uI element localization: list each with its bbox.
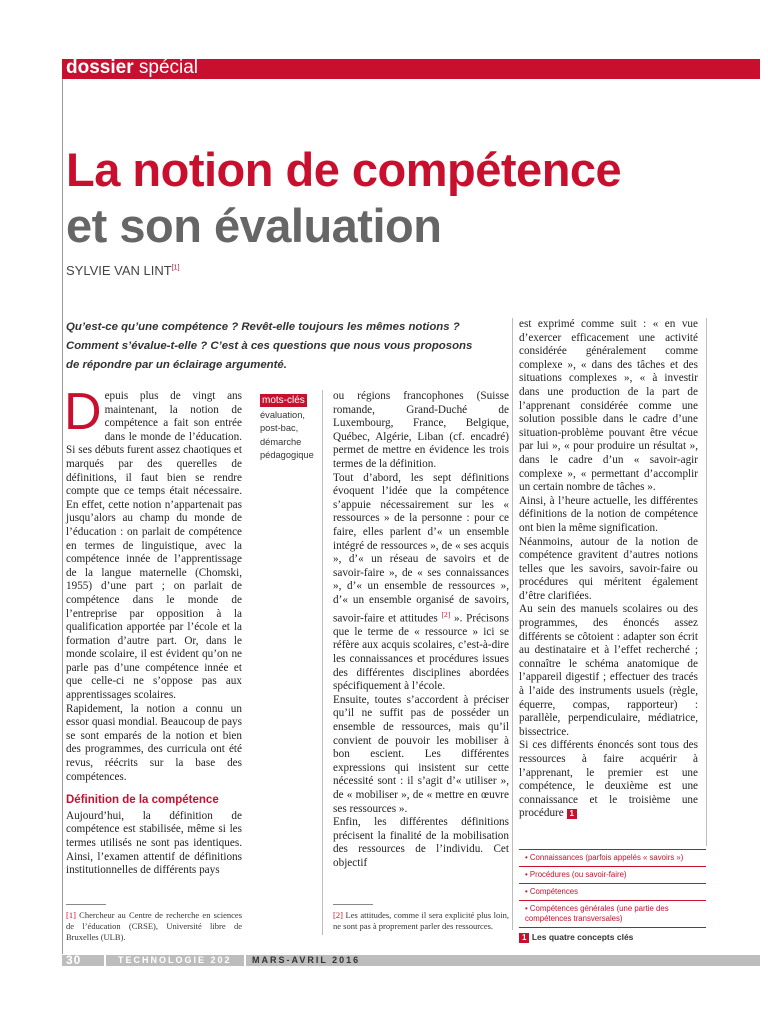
paragraph: Aujourd’hui, la définition de compétence est stabilisée, même si les termes utilisés ne sont pas identiques. Ainsi, l’examen attentif de définitions institutionnelles de différents pays <box>66 809 242 877</box>
figure-number-badge: 1 <box>519 933 529 943</box>
footnote-1 <box>66 910 242 943</box>
figure-item: • Connaissances (parfois appelés « savoirs ») <box>519 849 706 866</box>
paragraph: est exprimé comme suit : « en vue d’exercer efficacement une activité considérée généralement comme complexe », « dans des tâches et des situations complexes », « à investir dans une production de la part de l’apprenant considérée comme une solution possible dans le cadre d’une situation-problème pouvant être vécue par lui », « pour produire un résultat », dans le cadre d’un « savoir-agir complexe », « permettant d’accomplir un certain nombre de tâches ». <box>519 318 698 494</box>
footnote-text: Les attitudes, comme il sera explicité plus loin, ne sont pas à proprement parler des ressources. <box>333 910 510 931</box>
magazine-name: TECHNOLOGIE 202 <box>118 955 232 965</box>
paragraph <box>333 472 509 694</box>
footnote-rule <box>66 904 106 905</box>
footnote-2 <box>333 910 509 932</box>
author-name: SYLVIE VAN LINT <box>66 263 172 278</box>
concepts-figure <box>519 849 706 928</box>
section-header-label <box>66 57 198 79</box>
article-title-line2: et son évaluation <box>66 199 442 252</box>
footnote-rule <box>333 904 373 905</box>
section-header-light: spécial <box>138 57 199 78</box>
section-header-bold: dossier <box>66 57 134 78</box>
keyword-item: évaluation, <box>260 410 305 420</box>
footnote-ref: [2] <box>441 609 451 619</box>
figure-item: • Compétences générales (une partie des compétences transversales) <box>519 900 706 928</box>
paragraph: Néanmoins, autour de la notion de compétence gravitent d’autres notions telles que les savoirs, savoir-faire ou procédures qui méritent également d’être clarifiées. <box>519 535 698 602</box>
paragraph-text: ». Précisons que le terme de « ressource » ici se réfère aux acquis scolaires, c’est-à-dire les connaissances et procédures issues des différentes disciplines abordées spécifiquement à l’école. <box>333 612 510 693</box>
figure-caption-text: Les quatre concepts clés <box>531 932 634 942</box>
intro-text: epuis plus de vingt ans maintenant, la notion de compétence a fait son entrée dans le monde de l’éducation. Si ses débuts furent assez chaotiques et marqués par des querelles de définitions, il faut bien se rendre compte que ce temps était nécessaire. En effet, cette notion n’appartenait pas jusqu’alors au champ du monde de l’éducation : on parlait de compétence en termes de linguistique, avec la compétence innée de l’apprentissage de la langue maternelle (Chomski, 1955) d’une part ; on parlait de compétence dans le monde de l’entreprise par opposition à la qualification apportée par l’école et la formation d’autre part. Or, dans le monde scolaire, il est évident qu’on ne parle pas d’une compétence innée et que celle-ci ne s’oppose pas aux apprentissages scolaires. <box>66 390 242 702</box>
author-byline <box>66 263 180 278</box>
article-lead: Qu’est-ce qu’une compétence ? Revêt-elle toujours les mêmes notions ? Comment s’évalue-t-elle ? C’est à ces questions que nous vous proposons de répondre par un éclairage argumenté. <box>66 321 473 371</box>
keyword-item: pédagogique <box>260 449 314 460</box>
keywords-list <box>260 409 312 462</box>
author-ref: [1] <box>171 264 180 272</box>
keyword-item: démarche <box>260 436 302 447</box>
footer-separator <box>104 955 106 966</box>
column-divider <box>512 318 513 930</box>
paragraph: Ensuite, toutes s’accordent à préciser qu’il ne suffit pas de posséder un ensemble de ressources, mais qu’il convient de pouvoir les mobiliser à bon escient. Les différentes expressions qui insistent sur cette nécessité sont : il s’agit d’« utiliser », de « mobiliser », de « mettre en œuvre ses ressources ». <box>333 693 509 815</box>
column-divider <box>322 390 323 935</box>
column-1 <box>64 383 242 878</box>
figure-ref-badge: 1 <box>567 809 577 819</box>
column-2 <box>333 390 509 871</box>
footer-separator <box>244 955 246 966</box>
article-title-line1: La notion de compétence <box>66 143 622 196</box>
paragraph-text: Tout d’abord, les sept définitions évoquent l’idée que la compétence s’appuie nécessairement sur les « ressources » de la personne : pour ce faire, elles parlent d’« un ensemble intégré de ressources », de « ses acquis », d’« un réseau de savoirs et de savoir-faire », de « ses connaissances », d’« un ensemble de ressources », d’« un ensemble organisé de savoirs, savoir-faire et attitudes <box>333 471 509 625</box>
keyword-item: post-bac, <box>260 423 299 434</box>
paragraph-intro <box>64 383 242 703</box>
footnote-marker: [2] <box>333 910 343 920</box>
paragraph: Au sein des manuels scolaires ou des programmes, des énoncés assez différents se côtoient : adapter son écrit au destinataire et à l’effet recherché ; connaître le schéma anatomique de l’appareil digestif ; effectuer des tracés à l’aide des instruments usuels (règle, équerre, compas, rapporteur) : parallèle, perpendiculaire, médiatrice, bissectrice. <box>519 603 698 738</box>
paragraph: Enfin, les différentes définitions précisent la finalité de la mobilisation des ressources de l’individu. Cet objectif <box>333 816 509 869</box>
column-3 <box>519 318 698 821</box>
column-divider <box>706 318 707 846</box>
drop-cap: D <box>64 383 102 441</box>
page-number: 30 <box>66 953 82 967</box>
paragraph <box>519 739 698 821</box>
footnote-text: Chercheur au Centre de recherche en sciences de l’éducation (CRSE), Université libre de Bruxelles (ULB). <box>66 910 243 942</box>
paragraph: Ainsi, à l’heure actuelle, les différentes définitions de la notion de compétence ont bien la même signification. <box>519 494 698 534</box>
figure-item: • Compétences <box>519 883 706 900</box>
section-heading: Définition de la compétence <box>66 794 219 807</box>
keywords-title: mots-clés <box>262 395 305 406</box>
footnote-marker: [1] <box>66 910 76 920</box>
keywords-box <box>260 390 312 462</box>
paragraph-text: Si ces différents énoncés sont tous des ressources à faire acquérir à l’apprenant, le premier est une compétence, le deuxième est une connaissance et le troisième une procédure <box>519 739 698 820</box>
paragraph: ou régions francophones (Suisse romande, Grand-Duché de Luxembourg, France, Belgique, Québec, Algérie, Liban (cf. encadré) permet de mettre en évidence les trois termes de la définition. <box>333 390 509 470</box>
issue-date: MARS-AVRIL 2016 <box>252 955 361 965</box>
paragraph: Rapidement, la notion a connu un essor quasi mondial. Beaucoup de pays se sont emparés de la notion et bien des programmes, des curricula ont été revus, réécrits sur la base des compétences. <box>66 702 242 783</box>
figure-item: • Procédures (ou savoir-faire) <box>519 866 706 883</box>
figure-caption <box>519 932 633 943</box>
left-margin-rule <box>62 79 63 954</box>
